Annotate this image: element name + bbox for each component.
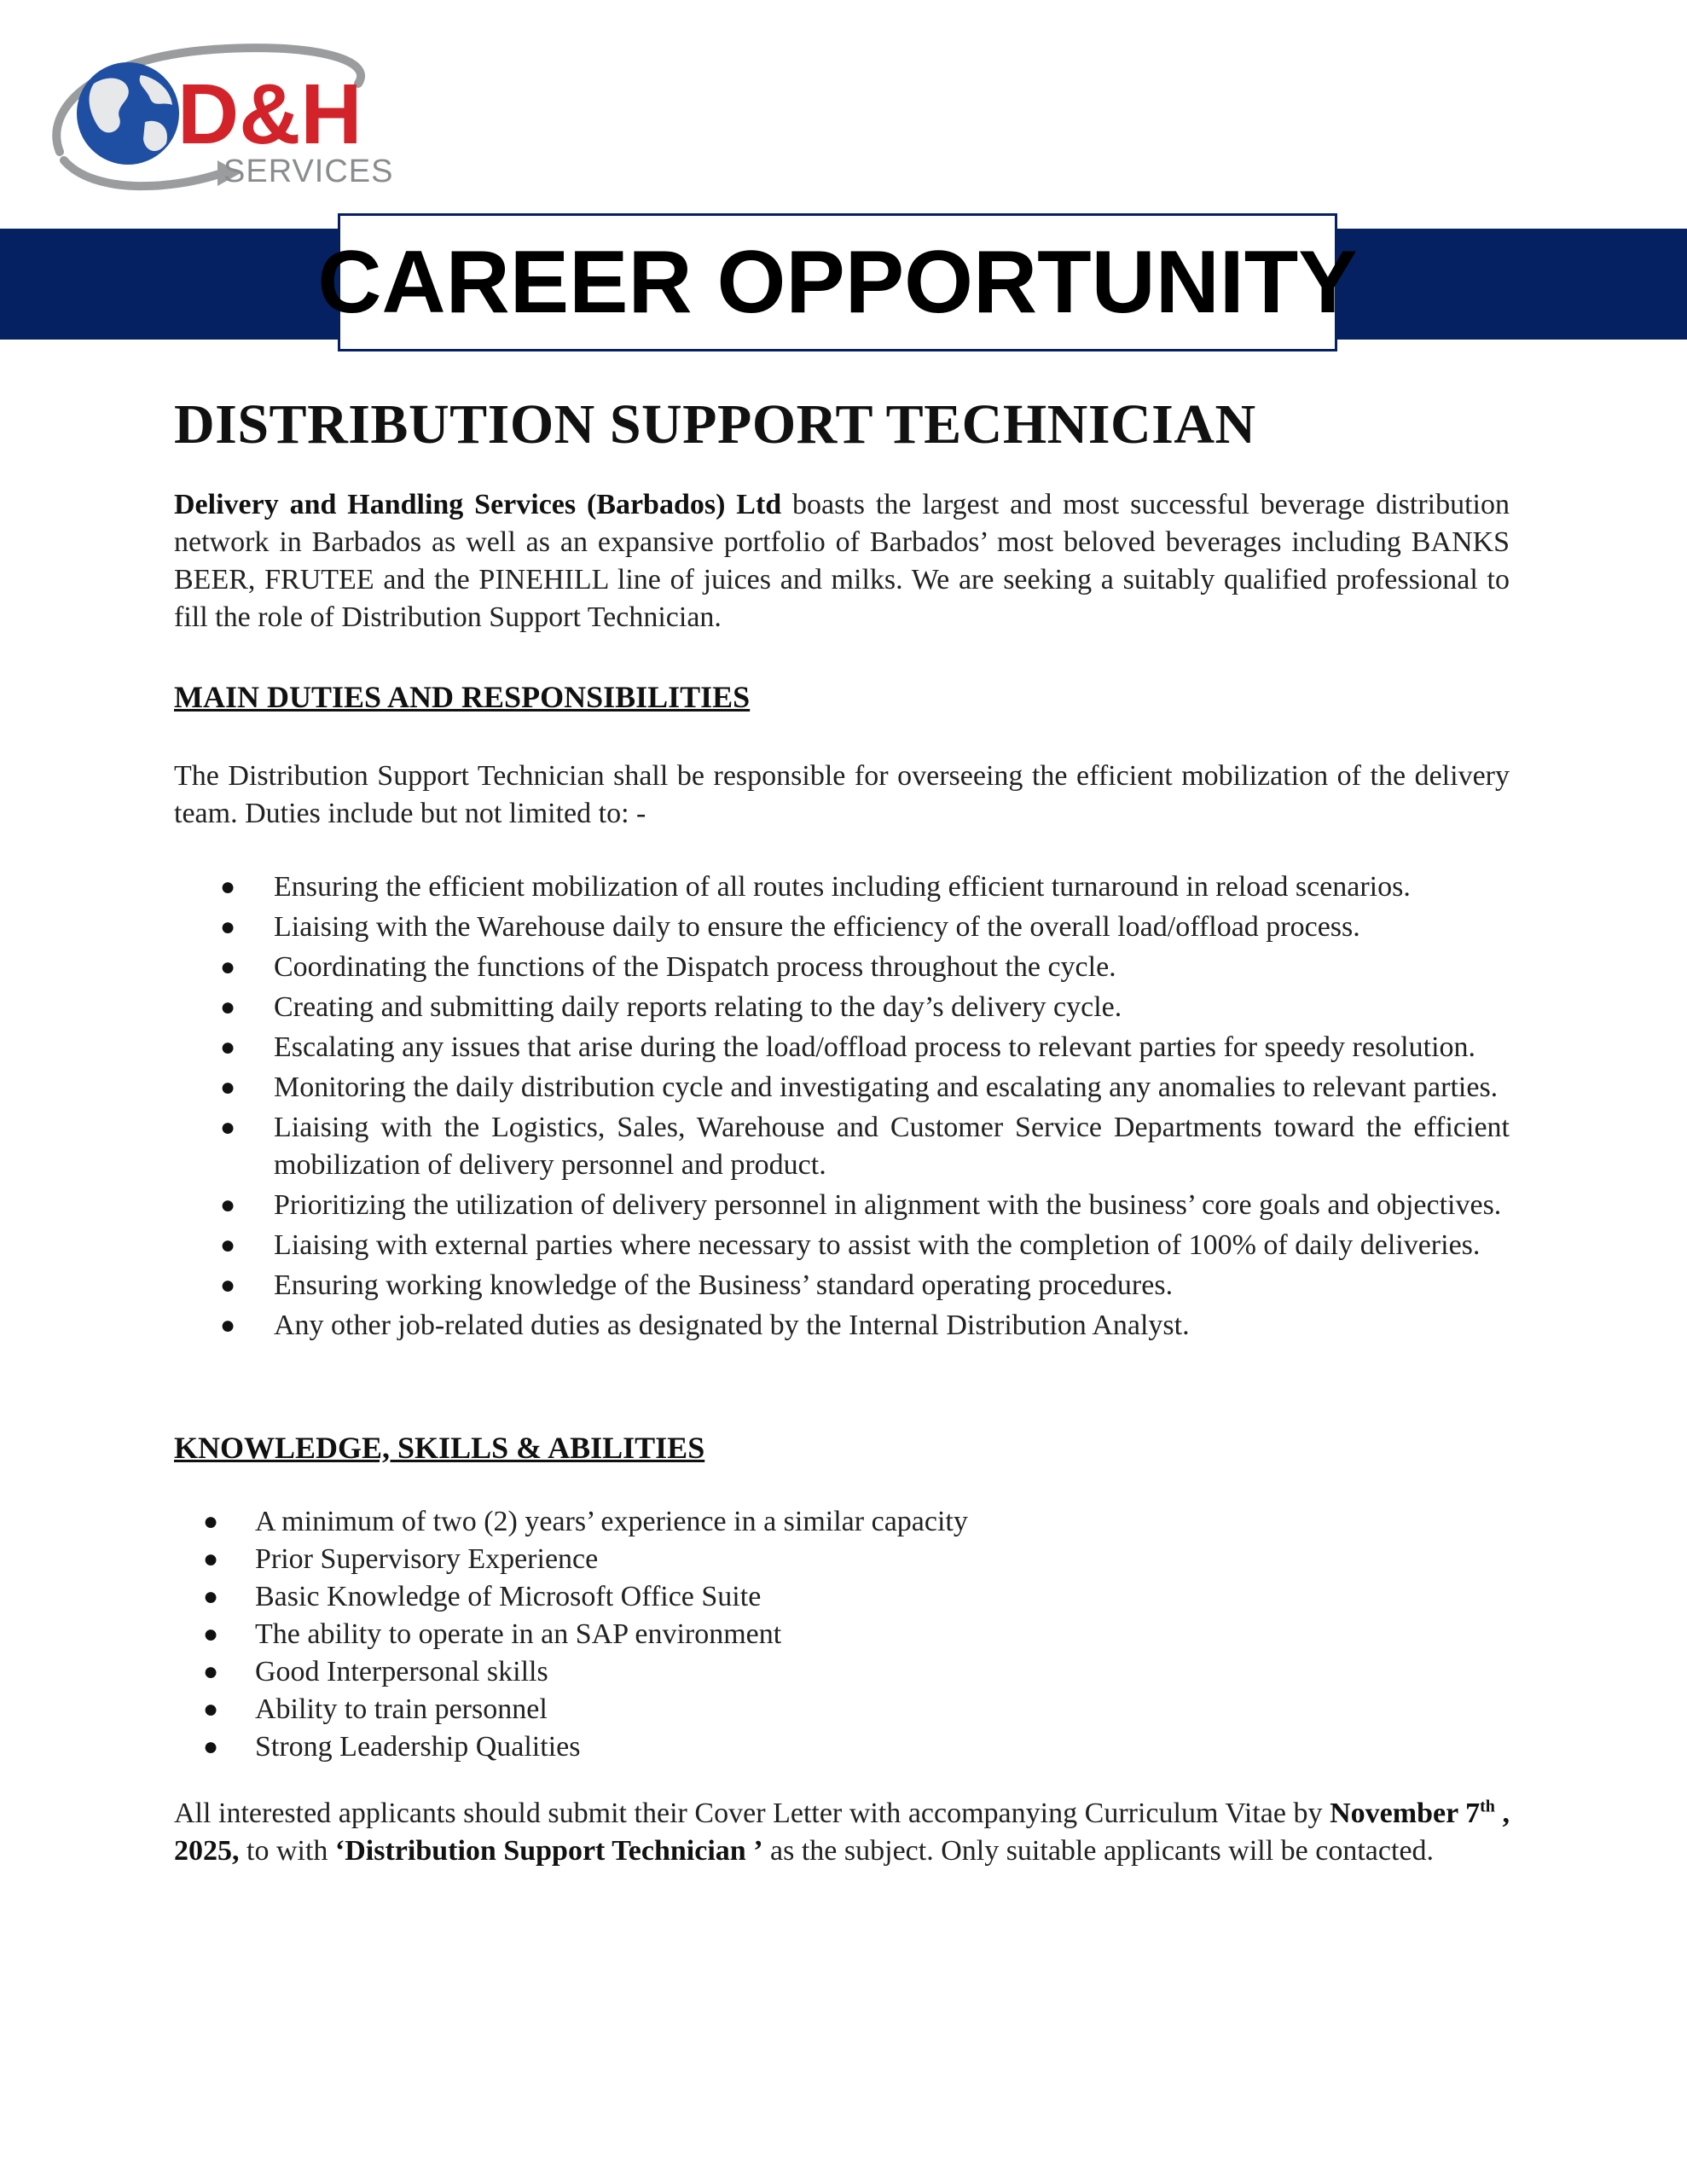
list-item: ● Good Interpersonal skills <box>174 1653 1510 1691</box>
bullet-icon: ● <box>220 1073 236 1101</box>
duties-heading: MAIN DUTIES AND RESPONSIBILITIES <box>174 680 751 714</box>
list-item: ● Liaising with the Warehouse daily to ensure the efficiency of the overall load/offload process. <box>174 909 1510 946</box>
bullet-icon: ● <box>220 1033 236 1061</box>
bullet-icon: ● <box>220 873 236 901</box>
knowledge-heading: KNOWLEDGE, SKILLS & ABILITIES <box>174 1431 705 1465</box>
bullet-icon: ● <box>220 1311 236 1339</box>
document-body <box>174 392 1510 1870</box>
list-item: ● Prioritizing the utilization of delivery personnel in alignment with the business’ core goals and objectives. <box>174 1187 1510 1224</box>
bullet-icon: ● <box>203 1507 219 1536</box>
company-logo <box>43 24 394 195</box>
company-name: Delivery and Handling Services (Barbados) Ltd <box>174 489 782 520</box>
duties-intro: The Distribution Support Technician shall be responsible for overseeing the efficient mobilization of the delivery team. Duties include but not limited to: - <box>174 760 1510 829</box>
list-item: ● Creating and submitting daily reports relating to the day’s delivery cycle. <box>174 989 1510 1026</box>
list-item: ● A minimum of two (2) years’ experience in a similar capacity <box>174 1503 1510 1541</box>
banner-box <box>317 213 1358 351</box>
bullet-icon: ● <box>203 1695 219 1723</box>
email-subject: ‘Distribution Support Technician ’ <box>334 1835 763 1867</box>
skills-list <box>174 1503 1510 1766</box>
deadline-date: November 7th , 2025, <box>174 1797 1510 1867</box>
list-item: ● Ensuring the efficient mobilization of all routes including efficient turnaround in reload scenarios. <box>174 868 1510 906</box>
bullet-icon: ● <box>220 1113 236 1141</box>
bullet-icon: ● <box>203 1733 219 1761</box>
logo-tagline-text: SERVICES <box>223 154 394 189</box>
list-item: ● Ensuring working knowledge of the Business’ standard operating procedures. <box>174 1267 1510 1304</box>
bullet-icon: ● <box>203 1620 219 1648</box>
bullet-icon: ● <box>203 1583 219 1611</box>
logo-brand-text: D&H <box>177 67 362 162</box>
bullet-icon: ● <box>203 1545 219 1573</box>
job-title: DISTRIBUTION SUPPORT TECHNICIAN <box>174 393 1256 456</box>
list-item: ● Escalating any issues that arise during the load/offload process to relevant parties for speedy resolution. <box>174 1029 1510 1066</box>
bullet-icon: ● <box>220 1191 236 1219</box>
banner-title: CAREER OPPORTUNITY <box>317 232 1358 332</box>
list-item: ● Coordinating the functions of the Dispatch process throughout the cycle. <box>174 949 1510 986</box>
list-item: ● Liaising with the Logistics, Sales, Warehouse and Customer Service Departments toward the efficient mobilization of delivery personnel and product. <box>174 1109 1510 1184</box>
bullet-icon: ● <box>220 993 236 1021</box>
bullet-icon: ● <box>220 1271 236 1299</box>
bullet-icon: ● <box>220 1231 236 1259</box>
list-item: ● Prior Supervisory Experience <box>174 1541 1510 1578</box>
list-item: ● The ability to operate in an SAP environment <box>174 1616 1510 1653</box>
bullet-icon: ● <box>220 953 236 981</box>
bullet-icon: ● <box>220 913 236 941</box>
list-item: ● Liaising with external parties where necessary to assist with the completion of 100% of daily deliveries. <box>174 1227 1510 1264</box>
list-item: ● Ability to train personnel <box>174 1691 1510 1728</box>
closing-paragraph: All interested applicants should submit their Cover Letter with accompanying Curriculum Vitae by November 7th , 2025, to with ‘Distribution Support Technician ’ as the subject. Only suitable applicants will be contacted. <box>174 1797 1510 1867</box>
intro-text: boasts the largest and most successful beverage distribution network in Barbados as well as an expansive portfolio of Barbados’ most beloved beverages including BANKS BEER, FRUTEE and the PINEHILL line of juices and milks. We are seeking a suitably qualified professional to fill the role of Distribution Support Technician. <box>174 489 1510 633</box>
bullet-icon: ● <box>203 1658 219 1686</box>
intro-paragraph <box>174 486 1510 636</box>
list-item: ● Strong Leadership Qualities <box>174 1728 1510 1766</box>
list-item: ● Monitoring the daily distribution cycle and investigating and escalating any anomalies to relevant parties. <box>174 1069 1510 1107</box>
duties-list <box>174 868 1510 1345</box>
list-item: ● Any other job-related duties as designated by the Internal Distribution Analyst. <box>174 1307 1510 1345</box>
list-item: ● Basic Knowledge of Microsoft Office Suite <box>174 1578 1510 1616</box>
